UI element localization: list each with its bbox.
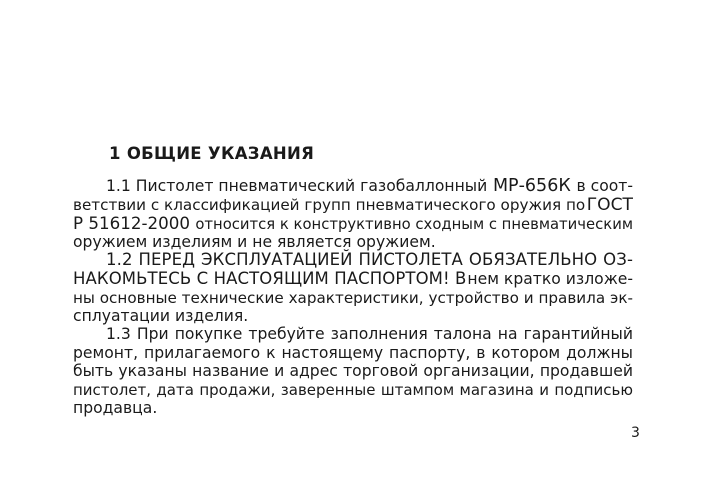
paragraph-1-1-line-3 bbox=[73, 214, 633, 234]
p2-line2-caps: НАКОМЬТЕСЬ С НАСТОЯЩИМ ПАСПОРТОМ! В bbox=[73, 269, 467, 288]
paragraph-1-1-line-2 bbox=[73, 196, 633, 214]
p1-gost-number: Р 51612-2000 bbox=[73, 213, 190, 233]
p1-line1-text: 1.1 Пистолет пневматический газобаллонный bbox=[106, 177, 488, 195]
p3-line5-text: продавца. bbox=[73, 399, 158, 417]
paragraph-1-1-line-4 bbox=[73, 233, 436, 251]
p1-line1-end: в соот- bbox=[576, 177, 633, 195]
p3-line3-text: быть указаны название и адрес торговой организации, продавшей bbox=[73, 362, 633, 380]
paragraph-1-3-line-3 bbox=[73, 362, 633, 380]
p2-line4-text: сплуатации изделия. bbox=[73, 307, 249, 325]
p3-line1-text: 1.3 При покупке требуйте заполнения талона на гарантийный bbox=[106, 325, 633, 343]
paragraph-1-2-line-3 bbox=[73, 289, 633, 307]
p2-line3-text: ны основные технические характеристики, устройство и правила эк- bbox=[73, 289, 633, 307]
section-heading: 1 ОБЩИЕ УКАЗАНИЯ bbox=[109, 144, 315, 163]
p3-line4-text: пистолет, дата продажи, заверенные штампом магазина и подписью bbox=[73, 381, 633, 399]
page-number: 3 bbox=[631, 425, 640, 441]
paragraph-1-2-line-4 bbox=[73, 307, 248, 325]
p1-gost-label: ГОСТ bbox=[586, 195, 633, 215]
paragraph-1-2-line-1 bbox=[106, 251, 633, 269]
p1-line4-text: оружием изделиям и не является оружием. bbox=[73, 233, 436, 251]
p1-model-name: МР-656К bbox=[492, 176, 571, 196]
paragraph-1-3-line-4 bbox=[73, 381, 633, 399]
p1-line3-text: относится к конструктивно сходным с пневматическим bbox=[195, 216, 633, 233]
p2-line1-text: 1.2 ПЕРЕД ЭКСПЛУАТАЦИЕЙ ПИСТОЛЕТА ОБЯЗАТЕЛЬНО ОЗ- bbox=[106, 250, 633, 269]
p2-line2-text: нем кратко изложе- bbox=[467, 270, 633, 288]
paragraph-1-2-line-2 bbox=[73, 270, 633, 288]
paragraph-1-1-line-1 bbox=[106, 177, 633, 195]
p3-line2-text: ремонт, прилагаемого к настоящему паспорту, в котором должны bbox=[73, 344, 633, 362]
p1-line2-text: ветствии с классификацией групп пневматического оружия по bbox=[73, 196, 586, 214]
paragraph-1-3-line-1 bbox=[106, 325, 633, 343]
paragraph-1-3-line-2 bbox=[73, 344, 633, 362]
paragraph-1-3-line-5 bbox=[73, 399, 157, 417]
